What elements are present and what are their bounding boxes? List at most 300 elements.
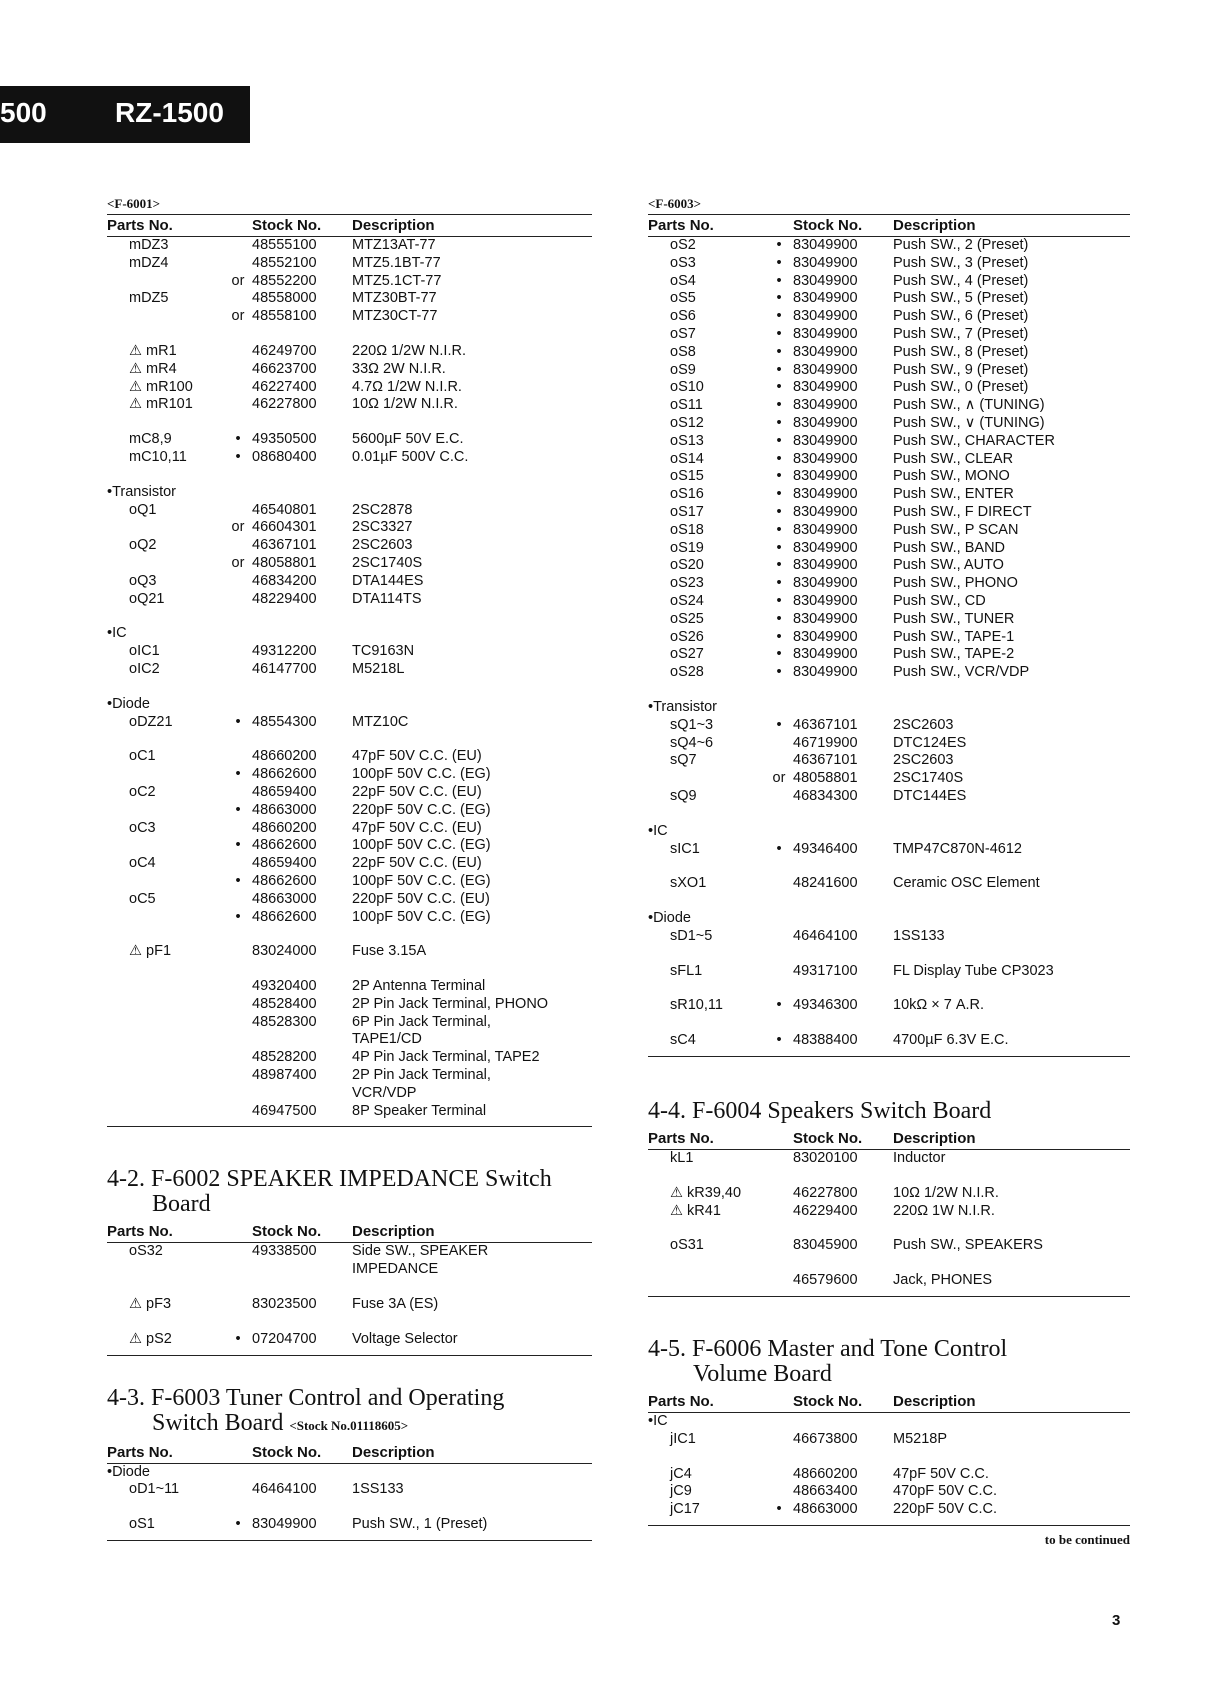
row-marker	[224, 537, 252, 555]
table-row	[107, 873, 592, 891]
table-header	[107, 215, 592, 237]
table-row	[648, 629, 1130, 647]
section-title-f6004: 4-4. F-6004 Speakers Switch Board	[648, 1098, 992, 1125]
description: 22pF 50V C.C. (EU)	[352, 855, 482, 872]
description: Push SW., SPEAKERS	[893, 1237, 1043, 1254]
row-marker	[224, 891, 252, 909]
part-number: mC10,11	[129, 448, 187, 465]
description: 4700µF 6.3V E.C.	[893, 1032, 1009, 1049]
stock-number: 46464100	[252, 1481, 317, 1498]
part-number: jC4	[670, 1465, 692, 1482]
row-marker: •	[776, 592, 782, 609]
stock-number: 83045900	[793, 1237, 858, 1254]
row-marker	[765, 1272, 793, 1290]
stock-number: 48552200	[252, 272, 317, 289]
parts-table-f6006	[648, 1391, 1130, 1519]
table-row	[648, 770, 1130, 788]
table-row	[648, 451, 1130, 469]
table-row	[648, 752, 1130, 770]
description: 1SS133	[893, 927, 945, 944]
header-parts-no: Parts No.	[107, 1223, 173, 1241]
description: Push SW., 8 (Preset)	[893, 343, 1029, 360]
description: 220pF 50V C.C.	[893, 1501, 997, 1518]
part-number	[107, 1049, 224, 1067]
table-row	[107, 361, 592, 379]
row-marker: •	[776, 503, 782, 520]
table-row	[648, 1501, 1130, 1519]
description: MTZ30BT-77	[352, 290, 437, 307]
row-marker	[224, 855, 252, 873]
stock-number: 83049900	[793, 397, 858, 414]
description: Side SW., SPEAKER	[352, 1243, 489, 1260]
row-marker: •	[776, 646, 782, 663]
row-gap	[648, 1449, 1130, 1466]
board-label-f6001: <F-6001>	[107, 196, 592, 215]
row-marker	[765, 788, 793, 806]
description: Push SW., ENTER	[893, 486, 1014, 503]
header-stock-no: Stock No.	[252, 1223, 322, 1241]
part-number: sFL1	[670, 962, 703, 979]
table-row	[648, 646, 1130, 664]
table-row	[107, 290, 592, 308]
row-marker	[224, 502, 252, 520]
description: 220Ω 1W N.I.R.	[893, 1202, 995, 1219]
stock-number: 48241600	[793, 875, 858, 892]
description: 2P Pin Jack Terminal,	[352, 1067, 491, 1084]
table-row	[648, 255, 1130, 273]
stock-number: 83049900	[793, 450, 858, 467]
table-row	[107, 996, 592, 1014]
table-row	[107, 1049, 592, 1067]
row-gap	[107, 926, 592, 943]
description: TC9163N	[352, 643, 415, 660]
header-spacer	[224, 1444, 252, 1461]
stock-number: 07204700	[252, 1330, 317, 1347]
group-heading-row	[107, 1464, 592, 1482]
table-row	[107, 502, 592, 520]
part-number	[107, 273, 224, 291]
row-marker	[224, 748, 252, 766]
row-marker	[224, 1014, 252, 1032]
part-number: oS15	[670, 468, 704, 485]
table-row	[648, 504, 1130, 522]
stock-number: 83049900	[793, 237, 858, 253]
table-row	[648, 433, 1130, 451]
description: Voltage Selector	[352, 1330, 458, 1347]
description: Push SW., 0 (Preset)	[893, 379, 1029, 396]
row-marker: •	[776, 397, 782, 414]
row-gap	[648, 682, 1130, 699]
table-row	[648, 593, 1130, 611]
part-number: oIC2	[129, 660, 160, 677]
description: Push SW., 5 (Preset)	[893, 290, 1029, 307]
part-number: oS27	[670, 646, 704, 663]
stock-number: 83049900	[793, 628, 858, 645]
part-number: oC3	[129, 819, 156, 836]
row-marker	[224, 1067, 252, 1085]
part-number: oC1	[129, 748, 156, 765]
table-row	[107, 1014, 592, 1032]
part-number: mDZ3	[129, 237, 169, 253]
row-marker: •	[235, 837, 241, 854]
description: Push SW., TUNER	[893, 610, 1015, 627]
previous-model-label: 500	[0, 97, 47, 128]
table-row	[648, 875, 1130, 893]
table-row	[107, 449, 592, 467]
table-row	[107, 379, 592, 397]
stock-number: 83049900	[793, 503, 858, 520]
stock-number: 83049900	[793, 432, 858, 449]
row-marker: •	[776, 361, 782, 378]
description: Push SW., TAPE-2	[893, 646, 1015, 663]
part-number: oS19	[670, 539, 704, 556]
row-marker	[224, 1296, 252, 1314]
part-number: oS14	[670, 450, 704, 467]
stock-number: 48660200	[252, 819, 317, 836]
part-number: oS5	[670, 290, 696, 307]
stock-number: 48558000	[252, 290, 317, 307]
row-marker	[224, 996, 252, 1014]
row-marker: or	[231, 272, 245, 289]
stock-number: 46719900	[793, 734, 858, 751]
table-rule	[648, 1525, 1130, 1526]
group-heading-row	[648, 1413, 1130, 1431]
stock-number: 46229400	[793, 1202, 858, 1219]
stock-number: 46464100	[793, 927, 858, 944]
stock-number: 48662600	[252, 872, 317, 889]
description: 2SC3327	[352, 519, 413, 536]
table-row	[107, 714, 592, 732]
part-number: sQ7	[670, 752, 697, 769]
stock-number: 48552100	[252, 254, 317, 271]
row-marker	[224, 784, 252, 802]
description: Push SW., 4 (Preset)	[893, 272, 1029, 289]
description: MTZ10C	[352, 713, 409, 730]
description: 100pF 50V C.C. (EG)	[352, 837, 491, 854]
header-stock-no: Stock No.	[252, 1443, 322, 1461]
header-spacer	[765, 217, 793, 234]
row-marker: •	[235, 448, 241, 465]
part-number: oDZ21	[129, 713, 173, 730]
row-marker: •	[776, 379, 782, 396]
row-marker: •	[776, 1501, 782, 1518]
stock-number: 48663400	[793, 1483, 858, 1500]
table-row	[107, 943, 592, 961]
table-row	[107, 591, 592, 609]
table-row	[648, 237, 1130, 255]
row-marker	[224, 978, 252, 996]
group-heading: •Diode	[107, 695, 150, 712]
part-number	[107, 1031, 224, 1049]
table-row	[107, 555, 592, 573]
group-heading: •IC	[648, 822, 668, 839]
stock-number: 49350500	[252, 431, 317, 448]
stock-number	[252, 1031, 352, 1049]
stock-number: 83049900	[793, 254, 858, 271]
table-row	[648, 1483, 1130, 1501]
group-heading-row	[107, 484, 592, 502]
part-number: oS16	[670, 486, 704, 503]
table-row	[107, 784, 592, 802]
row-marker	[765, 735, 793, 753]
description: 8P Speaker Terminal	[352, 1102, 487, 1119]
part-number: ⚠ mR100	[129, 378, 193, 395]
parts-table-f6003	[648, 215, 1130, 1050]
group-heading-row	[648, 823, 1130, 841]
part-number: jC9	[670, 1483, 692, 1500]
row-marker: •	[776, 450, 782, 467]
part-number	[107, 1067, 224, 1085]
row-marker: or	[231, 519, 245, 536]
table-row	[648, 611, 1130, 629]
stock-number: 46367101	[793, 752, 858, 769]
part-number	[107, 555, 224, 573]
group-heading: •IC	[107, 625, 127, 642]
table-row	[107, 1085, 592, 1103]
row-marker: •	[235, 908, 241, 925]
table-row	[648, 326, 1130, 344]
part-number: ⚠ kR41	[670, 1202, 721, 1219]
part-number: ⚠ pF3	[129, 1296, 172, 1313]
stock-number: 48528400	[252, 995, 317, 1012]
table-row	[648, 397, 1130, 415]
group-heading-row	[648, 910, 1130, 928]
table-row	[648, 1203, 1130, 1221]
part-number: sD1~5	[670, 927, 713, 944]
part-number: oS7	[670, 325, 696, 342]
stock-number: 83024000	[252, 943, 317, 960]
row-gap	[648, 893, 1130, 910]
part-number: oIC1	[129, 643, 160, 660]
header-description: Description	[893, 217, 976, 234]
row-marker: •	[235, 713, 241, 730]
header-stock-no: Stock No.	[793, 1130, 863, 1148]
row-marker: •	[776, 716, 782, 733]
row-marker: •	[776, 1032, 782, 1049]
part-number: oS17	[670, 503, 704, 520]
part-number: ⚠ pF1	[129, 943, 172, 960]
stock-number: 83049900	[793, 379, 858, 396]
table-row	[107, 1516, 592, 1534]
row-marker	[224, 1103, 252, 1121]
part-number: sIC1	[670, 840, 700, 857]
part-number	[107, 837, 224, 855]
row-marker: •	[235, 431, 241, 448]
part-number	[107, 1103, 224, 1121]
description: 1SS133	[352, 1481, 404, 1498]
row-marker	[224, 820, 252, 838]
row-marker: •	[776, 237, 782, 253]
stock-number: 48554300	[252, 713, 317, 730]
row-gap	[648, 1255, 1130, 1272]
row-gap	[107, 1314, 592, 1331]
group-heading: •Diode	[107, 1463, 150, 1480]
group-heading-row	[107, 696, 592, 714]
stock-number: 48662600	[252, 766, 317, 783]
description: Push SW., AUTO	[893, 557, 1004, 574]
part-number	[648, 1272, 765, 1290]
part-number: sQ4~6	[670, 734, 714, 751]
parts-table-f6004	[648, 1128, 1130, 1290]
description: VCR/VDP	[352, 1084, 417, 1101]
row-marker: •	[235, 1516, 241, 1533]
table-row	[107, 343, 592, 361]
table-row	[107, 573, 592, 591]
part-number: ⚠ mR101	[129, 396, 193, 413]
description: 2P Antenna Terminal	[352, 978, 486, 995]
row-marker	[224, 1261, 252, 1279]
row-marker: •	[235, 1330, 241, 1347]
stock-number: 83023500	[252, 1296, 317, 1313]
part-number: oQ2	[129, 537, 157, 554]
stock-number: 83049900	[793, 664, 858, 681]
table-header	[648, 1128, 1130, 1150]
stock-number: 83049900	[793, 557, 858, 574]
stock-number: 46227800	[252, 396, 317, 413]
row-gap	[648, 980, 1130, 997]
description: 100pF 50V C.C. (EG)	[352, 766, 491, 783]
stock-number: 48663000	[793, 1501, 858, 1518]
table-row	[648, 1272, 1130, 1290]
row-gap	[107, 467, 592, 484]
description: 2SC1740S	[893, 770, 964, 787]
table-row	[107, 1103, 592, 1121]
table-row	[107, 431, 592, 449]
stock-number: 83049900	[793, 575, 858, 592]
part-number: sR10,11	[670, 997, 723, 1014]
table-header	[648, 215, 1130, 237]
header-spacer	[765, 1130, 793, 1147]
description: Push SW., 9 (Preset)	[893, 361, 1029, 378]
stock-number: 49346400	[793, 840, 858, 857]
part-number	[107, 978, 224, 996]
stock-number: 83049900	[793, 610, 858, 627]
row-marker: •	[776, 254, 782, 271]
stock-number: 46540801	[252, 501, 317, 518]
table-header	[107, 1442, 592, 1464]
table-row	[648, 540, 1130, 558]
description: DTA114TS	[352, 590, 422, 607]
row-marker	[224, 396, 252, 414]
stock-number: 46147700	[252, 660, 317, 677]
description: 47pF 50V C.C. (EU)	[352, 819, 482, 836]
description: Push SW., 6 (Preset)	[893, 308, 1029, 325]
row-marker: •	[776, 468, 782, 485]
left-column	[107, 196, 592, 1541]
table-row	[648, 841, 1130, 859]
row-gap	[648, 806, 1130, 823]
part-number: oS6	[670, 308, 696, 325]
header-parts-no: Parts No.	[107, 1443, 173, 1461]
part-number: oS26	[670, 628, 704, 645]
row-gap	[648, 946, 1130, 963]
description: Push SW., 7 (Preset)	[893, 325, 1029, 342]
table-row	[107, 855, 592, 873]
row-marker: •	[776, 272, 782, 289]
row-gap	[107, 326, 592, 343]
stock-number: 46367101	[793, 716, 858, 733]
description: 5600µF 50V E.C.	[352, 431, 464, 448]
description: 220Ω 1/2W N.I.R.	[352, 342, 466, 359]
description: TAPE1/CD	[352, 1031, 422, 1048]
header-stock-no: Stock No.	[252, 217, 322, 234]
stock-number	[252, 1085, 352, 1103]
description: 6P Pin Jack Terminal,	[352, 1013, 491, 1030]
row-marker: •	[776, 997, 782, 1014]
stock-number: 46367101	[252, 537, 317, 554]
table-row	[648, 1185, 1130, 1203]
table-row	[107, 255, 592, 273]
part-number	[107, 519, 224, 537]
description: 10Ω 1/2W N.I.R.	[893, 1184, 999, 1201]
part-number	[107, 996, 224, 1014]
stock-number: 83049900	[793, 468, 858, 485]
description: 10kΩ × 7 A.R.	[893, 997, 985, 1014]
row-marker	[765, 1466, 793, 1484]
stock-number: 83049900	[252, 1516, 317, 1533]
row-marker: •	[776, 414, 782, 431]
row-marker: •	[776, 308, 782, 325]
part-number: oS1	[129, 1516, 155, 1533]
part-number: sQ1~3	[670, 716, 714, 733]
table-row	[107, 661, 592, 679]
part-number: jIC1	[670, 1430, 696, 1447]
stock-number: 83049900	[793, 308, 858, 325]
row-gap	[107, 608, 592, 625]
stock-number: 48528300	[252, 1013, 317, 1030]
part-number: oC5	[129, 890, 156, 907]
part-number: oC2	[129, 783, 156, 800]
row-marker: •	[776, 539, 782, 556]
stock-number: 83049900	[793, 592, 858, 609]
row-marker	[765, 1483, 793, 1501]
part-number: oS11	[670, 397, 703, 414]
table-row	[107, 273, 592, 291]
group-heading: •IC	[648, 1413, 668, 1430]
stock-number: 48987400	[252, 1067, 317, 1084]
stock-number: 83049900	[793, 539, 858, 556]
description: Push SW., 3 (Preset)	[893, 254, 1029, 271]
row-marker	[224, 255, 252, 273]
row-marker	[224, 1481, 252, 1499]
row-marker	[765, 928, 793, 946]
row-marker: •	[776, 610, 782, 627]
description: 4.7Ω 1/2W N.I.R.	[352, 378, 462, 395]
part-number: oQ1	[129, 501, 157, 518]
row-gap	[648, 858, 1130, 875]
table-row	[648, 963, 1130, 981]
description: 2SC1740S	[352, 554, 423, 571]
table-row	[648, 415, 1130, 433]
row-marker	[224, 343, 252, 361]
stock-number: 83049900	[793, 646, 858, 663]
header-parts-no: Parts No.	[648, 217, 714, 234]
description: Push SW., F DIRECT	[893, 503, 1032, 520]
table-row	[107, 766, 592, 784]
parts-table-f6002	[107, 1221, 592, 1348]
stock-number: 46579600	[793, 1272, 858, 1289]
table-row	[107, 748, 592, 766]
part-number: oS28	[670, 664, 704, 681]
row-marker: •	[776, 432, 782, 449]
table-row	[648, 664, 1130, 682]
description: 47pF 50V C.C.	[893, 1465, 989, 1482]
part-number	[648, 770, 765, 788]
stock-number: 48058801	[252, 554, 317, 571]
row-gap	[107, 1279, 592, 1296]
header-description: Description	[893, 1130, 976, 1148]
description: 100pF 50V C.C. (EG)	[352, 872, 491, 889]
